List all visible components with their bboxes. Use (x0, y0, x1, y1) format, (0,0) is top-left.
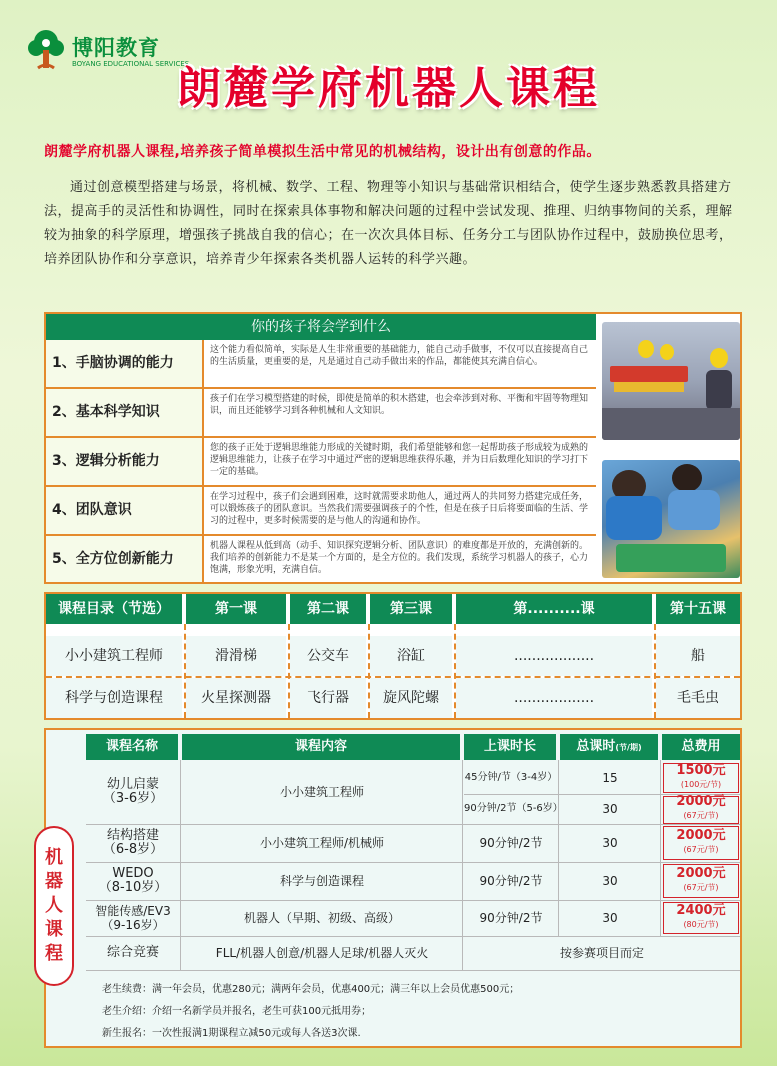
fee-header-label: 总课时 (576, 739, 616, 754)
course-name-text: 幼儿启蒙 (106, 777, 159, 792)
course-price (662, 762, 740, 794)
course-content: 小小建筑工程师/机械师 (259, 836, 385, 850)
skill-row (46, 536, 596, 582)
course-duration: 90分钟/2节 (479, 836, 543, 850)
course-age: （8-10岁） (98, 880, 168, 895)
course-age: （9-16岁） (101, 918, 165, 932)
skill-description: 机器人课程从低到高（动手、知识探究逻辑分析、团队意识）的难度都是开放的，充满创新的。我们培养的创新能力不是某一个方面的，是全方位的。我们发现，系统学习机器人的孩子，心力饱满，形象光明，充满自信。 (210, 541, 589, 575)
catalog-cell: 火星探测器 (186, 678, 286, 718)
course-name-text: WEDO (112, 866, 154, 881)
catalog-cell: 旋风陀螺 (370, 678, 452, 718)
fee-header: 课程内容 (182, 734, 460, 760)
course-hours: 15 (602, 771, 618, 785)
course-duration: 45分钟/节（3-4岁） (464, 772, 558, 783)
divider (368, 624, 370, 718)
course-content: FLL/机器人创意/机器人足球/机器人灭火 (215, 946, 429, 960)
price-per-lesson: (67元/节) (683, 845, 719, 854)
brand-subtitle: BOYANG EDUCATIONAL SERVICES (72, 60, 190, 68)
skill-description: 在学习过程中，孩子们会遇到困难，这时就需要求助他人，通过两人的共同努力搭建完成任务，可以锻炼孩子的团队意识。当然我们需要强调孩子的个性，但是在孩子日后将要面临的生活、学习的过程中，更多时候需要的是与他人的沟通和协作。 (204, 487, 596, 536)
course-duration: 90分钟/2节 (479, 874, 543, 888)
new-student-note: 新生报名：一次性报满1期课程立减50元或每人各送3次课. (102, 1028, 361, 1039)
catalog-cell: 飞行器 (290, 678, 366, 718)
classroom-photo (602, 322, 740, 440)
course-hours: 30 (602, 874, 618, 888)
fee-table (44, 728, 742, 1048)
intro-line: 朗麓学府机器人课程,培养孩子简单模拟生活中常见的机械结构，设计出有创意的作品。 (44, 144, 601, 160)
divider (654, 624, 656, 718)
course-age: （6-8岁） (102, 842, 164, 857)
skills-panel (44, 312, 742, 584)
course-content: 小小建筑工程师 (279, 785, 364, 799)
skill-label: 5、全方位创新能力 (46, 536, 204, 582)
course-catalog-table (44, 592, 742, 720)
fee-header-unit: (节/期) (615, 743, 642, 752)
catalog-header: 课程目录（节选） (46, 594, 182, 624)
side-label-char: 程 (45, 943, 63, 964)
side-label-char: 课 (45, 919, 63, 940)
fee-header: 总费用 (662, 734, 740, 760)
catalog-header: 第十五课 (656, 594, 740, 624)
course-name (86, 862, 180, 900)
robot-course-label (34, 826, 74, 986)
catalog-cell: 浴缸 (370, 636, 452, 676)
catalog-cell: 公交车 (290, 636, 366, 676)
course-hours: 30 (602, 911, 618, 925)
catalog-cell: 毛毛虫 (656, 678, 740, 718)
skills-header: 你的孩子将会学到什么 (46, 314, 596, 340)
skill-row (46, 340, 596, 389)
skill-label: 2、基本科学知识 (46, 389, 204, 438)
course-age: （3-6岁） (102, 791, 164, 806)
fee-header: 课程名称 (86, 734, 178, 760)
price-per-lesson: (67元/节) (683, 811, 719, 820)
course-name (86, 760, 180, 824)
referral-note: 老生介绍：介绍一名新学员并报名，老生可获100元抵用券； (102, 1006, 372, 1017)
page-title: 朗麓学府机器人课程 (177, 63, 600, 114)
skill-description: 您的孩子正处于逻辑思维能力形成的关键时期，我们希望能够和您一起帮助孩子形成较为成熟的逻辑思维能力，让孩子在学习中通过严密的逻辑思维获得乐趣，并为日后数理化知识的学习打下一定的基础。 (204, 438, 596, 487)
divider (454, 624, 456, 718)
catalog-cell: .................. (456, 636, 652, 676)
course-content: 科学与创造课程 (279, 874, 364, 888)
catalog-header: 第..........课 (456, 594, 652, 624)
course-name: 综合竞赛 (106, 945, 159, 960)
skill-row (46, 487, 596, 536)
course-price (662, 824, 740, 862)
side-label-char: 机 (45, 847, 63, 868)
intro-paragraph: 通过创意模型搭建与场景，将机械、数学、工程、物理等小知识与基础常识相结合，使学生逐步熟悉教具搭建方法，提高手的灵活性和协调性，同时在探索具体事物和解决问题的过程中尝试发现、推理、归纳事物间的关系，理解较为抽象的科学原理，增强孩子挑战自我的信心；在一次次具体目标、任务分工与团队协作过程中，鼓励换位思考，培养团队协作和分享意识，培养青少年探索各类机器人运转的科学兴趣。 (44, 180, 733, 267)
course-hours: 30 (602, 836, 618, 850)
course-name (86, 824, 180, 862)
price-per-lesson: (80元/节) (683, 920, 719, 929)
price-value: 2000元 (676, 866, 726, 881)
course-name-text: 结构搭建 (106, 828, 159, 843)
price-value: 2000元 (676, 828, 726, 843)
competition-fee-note: 按参赛项目而定 (559, 946, 644, 960)
divider (184, 624, 186, 718)
skill-label: 3、逻辑分析能力 (46, 438, 204, 487)
catalog-cell: 小小建筑工程师 (46, 636, 182, 676)
skill-label: 4、团队意识 (46, 487, 204, 536)
course-price (662, 900, 740, 936)
kids-building-photo (602, 460, 740, 578)
skill-label: 1、手脑协调的能力 (46, 340, 204, 389)
catalog-header: 第三课 (370, 594, 452, 624)
price-per-lesson: (100元/节) (680, 780, 722, 789)
course-name-text: 智能传感/EV3 (95, 904, 171, 918)
divider (46, 676, 740, 678)
catalog-cell: 科学与创造课程 (46, 678, 182, 718)
catalog-cell: 船 (656, 636, 740, 676)
skill-row (46, 389, 596, 438)
skill-row (46, 438, 596, 487)
price-value: 2400元 (676, 903, 726, 918)
course-duration: 90分钟/2节 (479, 911, 543, 925)
catalog-cell: .................. (456, 678, 652, 718)
course-price (662, 794, 740, 824)
fee-header (560, 734, 658, 760)
skill-description: 孩子们在学习模型搭建的时候，即使是简单的积木搭建，也会牵涉到对称、平衡和牢固等物理知识，而且还能够学习到各种机械和人文知识。 (204, 389, 596, 438)
side-label-char: 人 (45, 895, 63, 916)
course-name (86, 900, 180, 936)
course-hours: 30 (602, 802, 618, 816)
price-value: 2000元 (676, 794, 726, 809)
renewal-note: 老生续费：满一年会员，优惠280元；满两年会员，优惠400元；满三年以上会员优惠500元； (102, 984, 520, 995)
price-per-lesson: (67元/节) (683, 883, 719, 892)
side-label-char: 器 (45, 871, 63, 892)
catalog-cell: 滑滑梯 (186, 636, 286, 676)
course-content: 机器人（早期、初级、高级） (243, 911, 400, 925)
skill-description: 这个能力看似简单，实际是人生非常重要的基础能力，能自己动手做事，不仅可以直接提高自己的生活质量，更重要的是，凡是通过自己动手做出来的作品，都能使其充满自信心。 (204, 340, 596, 389)
course-duration: 90分钟/2节（5-6岁） (464, 803, 563, 814)
catalog-header: 第二课 (290, 594, 366, 624)
brand-name: 博阳教育 (72, 36, 160, 60)
fee-header: 上课时长 (464, 734, 556, 760)
price-value: 1500元 (676, 763, 726, 778)
divider (288, 624, 290, 718)
course-price (662, 862, 740, 900)
catalog-header: 第一课 (186, 594, 286, 624)
